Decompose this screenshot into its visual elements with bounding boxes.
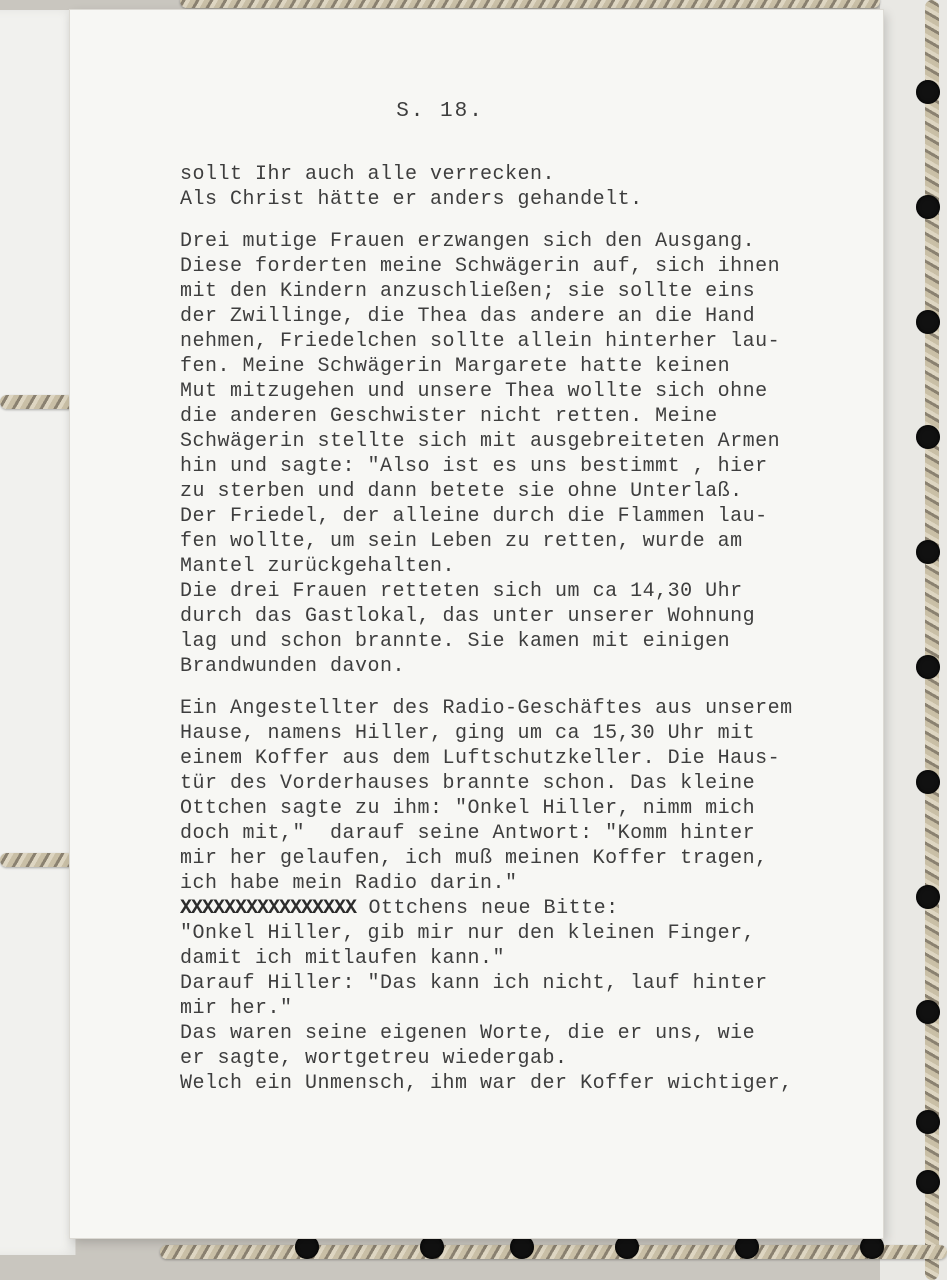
text-line: "Onkel Hiller, gib mir nur den kleinen Finger, <box>180 922 756 945</box>
binding-hole-right-7 <box>916 770 940 794</box>
text-line: Diese forderten meine Schwägerin auf, sich ihnen <box>180 255 781 278</box>
text-line: durch das Gastlokal, das unter unserer Wohnung <box>180 605 756 628</box>
text-line: Hause, namens Hiller, ging um ca 15,30 Uhr mit <box>180 722 756 745</box>
binding-hole-bottom-1 <box>295 1235 319 1259</box>
adjacent-left-page <box>0 10 76 1255</box>
text-line-rest: Ottchens neue Bitte: <box>356 897 619 920</box>
text-line: tür des Vorderhauses brannte schon. Das kleine <box>180 772 756 795</box>
text-line: ich habe mein Radio darin." <box>180 872 518 895</box>
text-line: einem Koffer aus dem Luftschutzkeller. Die Haus- <box>180 747 781 770</box>
text-line: die anderen Geschwister nicht retten. Meine <box>180 405 718 428</box>
text-line: doch mit," darauf seine Antwort: "Komm hinter <box>180 822 756 845</box>
text-line: zu sterben und dann betete sie ohne Unterlaß. <box>180 480 743 503</box>
text-line: Die drei Frauen retteten sich um ca 14,30 Uhr <box>180 580 743 603</box>
binding-hole-bottom-4 <box>615 1235 639 1259</box>
text-line: Darauf Hiller: "Das kann ich nicht, lauf hinter <box>180 972 768 995</box>
text-line: fen. Meine Schwägerin Margarete hatte keinen <box>180 355 731 378</box>
binding-cord-bottom <box>160 1245 947 1259</box>
text-line: der Zwillinge, die Thea das andere an die Hand <box>180 305 756 328</box>
text-line: mir her." <box>180 997 293 1020</box>
binding-hole-bottom-6 <box>860 1235 884 1259</box>
binding-hole-bottom-3 <box>510 1235 534 1259</box>
text-line: Brandwunden davon. <box>180 655 406 678</box>
binding-hole-right-10 <box>916 1110 940 1134</box>
text-line: mit den Kindern anzuschließen; sie sollte eins <box>180 280 756 303</box>
binding-hole-right-9 <box>916 1000 940 1024</box>
text-line: fen wollte, um sein Leben zu retten, wurde am <box>180 530 743 553</box>
text-line: Das waren seine eigenen Worte, die er uns, wie <box>180 1022 756 1045</box>
paragraph-1 <box>180 162 880 212</box>
text-line: Drei mutige Frauen erzwangen sich den Ausgang. <box>180 230 756 253</box>
text-line: mir her gelaufen, ich muß meinen Koffer tragen, <box>180 847 768 870</box>
struck-line <box>180 896 880 921</box>
binding-hole-right-2 <box>916 195 940 219</box>
text-line: Schwägerin stellte sich mit ausgebreiteten Armen <box>180 430 781 453</box>
text-line: Ottchen sagte zu ihm: "Onkel Hiller, nimm mich <box>180 797 756 820</box>
struck-out-text: XXXXXXXXXXXXXXXX <box>180 897 357 920</box>
text-line: sollt Ihr auch alle verrecken. <box>180 163 556 186</box>
binding-hole-right-11 <box>916 1170 940 1194</box>
page-number: S. 18. <box>396 100 484 123</box>
binding-cord-top <box>180 0 880 8</box>
binding-hole-bottom-2 <box>420 1235 444 1259</box>
text-line: Mut mitzugehen und unsere Thea wollte sich ohne <box>180 380 768 403</box>
text-line: hin und sagte: "Also ist es uns bestimmt , hier <box>180 455 768 478</box>
paragraph-2 <box>180 229 880 679</box>
text-line: er sagte, wortgetreu wiedergab. <box>180 1047 568 1070</box>
binding-hole-bottom-5 <box>735 1235 759 1259</box>
text-line: lag und schon brannte. Sie kamen mit einigen <box>180 630 731 653</box>
binding-cord-right <box>925 0 939 1280</box>
binding-hole-right-1 <box>916 80 940 104</box>
text-line: Mantel zurückgehalten. <box>180 555 456 578</box>
binding-hole-right-5 <box>916 540 940 564</box>
text-line: Welch ein Unmensch, ihm war der Koffer wichtiger, <box>180 1072 793 1095</box>
binding-hole-right-8 <box>916 885 940 909</box>
text-line: nehmen, Friedelchen sollte allein hinterher lau- <box>180 330 781 353</box>
typewritten-body <box>180 162 880 1113</box>
binding-hole-right-3 <box>916 310 940 334</box>
text-line: damit ich mitlaufen kann." <box>180 947 506 970</box>
text-line: Der Friedel, der alleine durch die Flammen lau- <box>180 505 768 528</box>
binding-hole-right-6 <box>916 655 940 679</box>
binding-hole-right-4 <box>916 425 940 449</box>
paragraph-3 <box>180 696 880 1096</box>
text-line: Als Christ hätte er anders gehandelt. <box>180 188 643 211</box>
text-line: Ein Angestellter des Radio-Geschäftes aus unserem <box>180 697 793 720</box>
